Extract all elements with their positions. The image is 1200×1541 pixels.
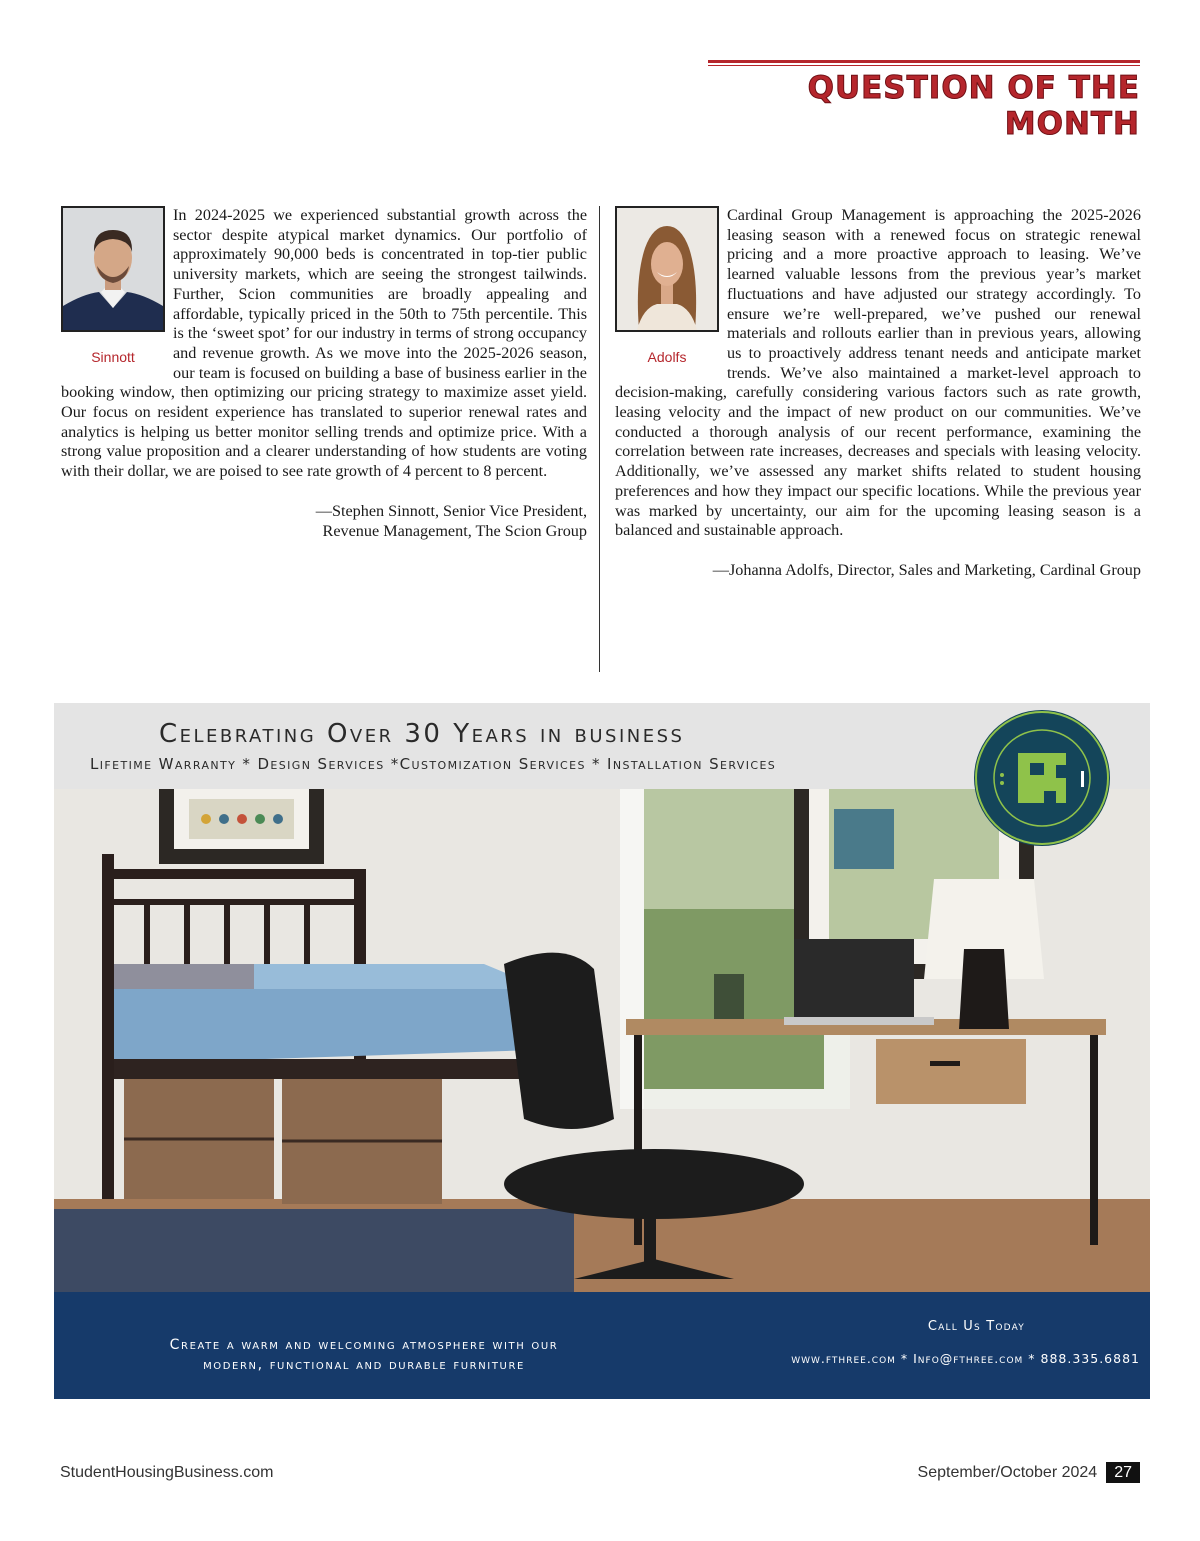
column-divider [599,206,600,672]
adolfs-portrait [615,206,719,332]
sinnott-signature [61,502,587,541]
sinnott-signature-line2: Revenue Management, The Scion Group [322,521,587,540]
footer-website[interactable]: StudentHousingBusiness.com [60,1464,274,1481]
ad-contact-band [54,1292,1150,1399]
adolfs-signature: —Johanna Adolfs, Director, Sales and Marketing, Cardinal Group [712,560,1141,579]
header-rule-thin [708,65,1140,66]
function-first-furniture-logo [972,703,1112,853]
adolfs-photo-block [615,206,719,368]
adolfs-answer: Cardinal Group Management is approaching the 2025-2026 leasing season with a renewed focus on strategic renewal pricing and a more proactive approach to leasing. We’ve learned valuable lessons from the previous year’s market fluctuations and have adjusted our strategy accordingly. To ensure we’re well-prepared, we’ve pushed our renewal materials and rollouts earlier than in previous years, allowing us to proactively address tenant needs and anticipate market trends. We’ve also maintained a market-level approach to decision-making, carefully considering various factors such as rate growth, leasing velocity and the impact of new product on our communities. We’ve conducted a thorough analysis of our recent performance, examining the correlation between rate increases, decreases and specials with leasing velocity. Additionally, we’ve assessed any market shifts related to student housing preferences and how they impact our specific locations. While the previous year was marked by uncertainty, our aim for the upcoming leasing season is a balanced and sustainable approach. [615,206,1141,540]
header-rule [708,60,1140,63]
ad-contact-info[interactable]: www.fthree.com * Info@fthree.com * 888.335.6881 [791,1351,1140,1366]
ad-call-label: Call Us Today [927,1319,1025,1334]
footer-issue-block [918,1462,1140,1483]
adolfs-caption: Adolfs [647,349,687,365]
furniture-ad[interactable] [54,703,1150,1399]
sinnott-portrait [61,206,165,332]
section-title: QUESTION OF THE MONTH [807,70,1140,142]
sinnott-answer: In 2024-2025 we experienced substantial growth across the sector despite atypical market dynamics. Our portfolio of approximately 90,000 beds is concentrated in top-tier public university markets, which are seeing the strongest tailwinds. Further, Scion communities are broadly appealing and affordable, typically priced in the 50th to 75th percentile. This is the ‘sweet spot’ for our industry in terms of strong occupancy and revenue growth. As we move into the 2025-2026 season, our team is focused on building a base of business earlier in the booking window, then optimizing our pricing strategy to maximize asset yield. Our focus on resident experience has translated to superior renewal rates and analytics is helping us better monitor selling trends and optimize price. With a strong value proposition and a clearer understanding of how students are voting with their dollar, we are poised to see rate growth of 4 percent to 8 percent. [61,206,587,481]
page-number: 27 [1106,1462,1140,1483]
ad-headline: Celebrating Over 30 Years in business [159,719,685,749]
sinnott-caption: Sinnott [91,349,135,365]
footer-issue: September/October 2024 [917,1463,1098,1481]
sinnott-signature-line1: —Stephen Sinnott, Senior Vice President, [315,501,587,520]
sinnott-photo-block [61,206,165,368]
left-column [61,206,587,541]
right-column [615,206,1141,581]
section-header [708,60,1140,142]
ad-tagline [114,1335,614,1375]
ad-tagline-line1: Create a warm and welcoming atmosphere with our [169,1337,559,1353]
ad-tagline-line2: modern, functional and durable furniture [203,1357,525,1373]
ad-services: Lifetime Warranty * Design Services *Customization Services * Installation Services [90,755,777,773]
bedroom-furniture-photo [54,789,1150,1292]
